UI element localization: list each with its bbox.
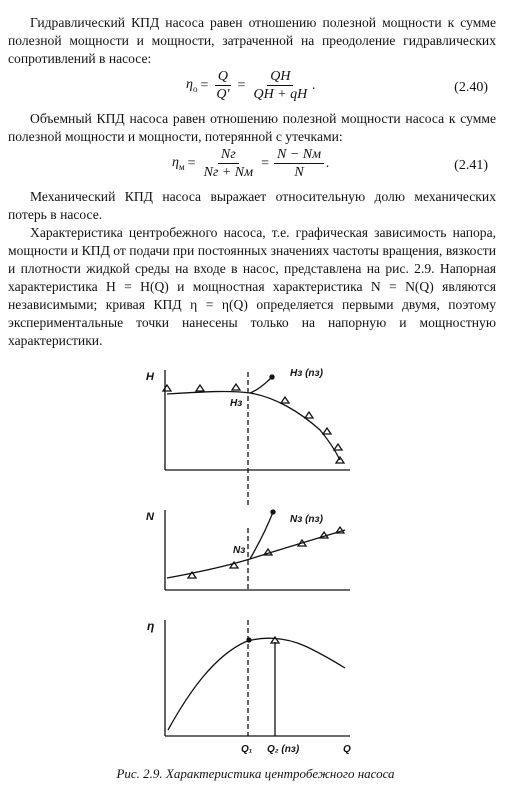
eq2-equals-2: = bbox=[261, 155, 269, 171]
panel-power-n bbox=[146, 510, 350, 592]
eq2-f2-denominator: N bbox=[294, 165, 304, 180]
panel-efficiency-eta bbox=[147, 619, 351, 755]
eta-tick-q1: Q₁ bbox=[241, 744, 253, 755]
n-curve-label: Nз (nз) bbox=[290, 514, 323, 525]
h-data-markers bbox=[163, 384, 344, 463]
n-axis-label: N bbox=[146, 511, 154, 523]
paragraph-volumetric-efficiency: Объемный КПД насоса равен отношению полезной мощности насоса к сумме полезной мощности и мощности, потерянной с утечками: bbox=[8, 111, 496, 144]
eq1-f2-denominator: QH + qH bbox=[253, 87, 308, 102]
pump-characteristic-figure bbox=[0, 360, 511, 760]
paragraph-hydraulic-efficiency: Гидравлический КПД насоса равен отношению полезной мощности к сумме полезной мощности и мощности, затраченной на преодоление гидравлических сопротивлений в насосе: bbox=[8, 15, 496, 66]
eq2-f1-denominator: Nг + Nм bbox=[203, 165, 254, 180]
eq1-lhs: $\eta_о$ bbox=[186, 77, 198, 94]
eq2-fraction-1 bbox=[201, 146, 257, 181]
n-point-label: Nз bbox=[233, 545, 246, 556]
h-axis-label: H bbox=[146, 371, 154, 383]
h-point-label: Hз bbox=[230, 398, 243, 409]
eq1-f2-numerator: QH bbox=[267, 68, 293, 86]
eq2-f2-numerator: N − Nм bbox=[274, 146, 324, 164]
eq1-equals-2: = bbox=[237, 77, 246, 93]
eq2-period: . bbox=[326, 155, 330, 171]
eq1-fraction-1 bbox=[213, 68, 232, 103]
eq1-f1-denominator: Q′ bbox=[216, 87, 230, 102]
equation-2-41 bbox=[0, 146, 500, 190]
n-curve bbox=[167, 530, 345, 578]
n-data-markers bbox=[188, 527, 344, 578]
eq1-period: . bbox=[312, 77, 316, 93]
eta-x-axis-label: Q bbox=[343, 744, 351, 755]
paragraph-mechanical-efficiency: Механический КПД насоса выражает относительную долю механических потерь в насосе. bbox=[8, 189, 496, 222]
eta-tick-q2: Q₂ (nз) bbox=[267, 744, 300, 755]
n-branch-point bbox=[271, 510, 275, 514]
eta-curve bbox=[168, 638, 345, 730]
eq1-equals-1: = bbox=[200, 77, 209, 93]
eq2-equals-1: = bbox=[187, 155, 196, 171]
eq2-fraction-2 bbox=[274, 146, 324, 181]
h-curve-label: Hз (nз) bbox=[290, 368, 323, 379]
equation-number-2-41: (2.41) bbox=[454, 158, 488, 173]
eta-axis-label: η bbox=[147, 619, 155, 633]
equation-2-40 bbox=[0, 68, 500, 112]
eta-max-point bbox=[247, 638, 251, 642]
eq2-lhs: $\eta_м$ bbox=[172, 155, 185, 172]
equation-number-2-40: (2.40) bbox=[454, 80, 488, 95]
paragraph-pump-characteristic: Характеристика центробежного насоса, т.е. графическая зависимость напора, мощности и КПД от подачи при постоянных значениях частоты вращения, вязкости и плотности жидкой среды на входе в насос, представлена на рис. 2.9. Напорная характеристика H = H(Q) и мощностная характеристика N = N(Q) являются независимыми; кривая КПД η = η(Q) определяется первыми двумя, поэтому экспериментальные точки нанесены только на напорную и мощностную характеристики. bbox=[8, 225, 496, 348]
figure-caption: Рис. 2.9. Характеристика центробежного насоса bbox=[116, 766, 395, 781]
h-curve bbox=[167, 391, 340, 460]
eq2-f1-numerator: Nг bbox=[218, 146, 239, 164]
eq1-fraction-2 bbox=[250, 68, 310, 103]
h-branch-point bbox=[270, 375, 274, 379]
h-branch-curve bbox=[250, 377, 272, 393]
eq1-f1-numerator: Q bbox=[215, 68, 231, 86]
panel-head-h bbox=[146, 368, 350, 508]
